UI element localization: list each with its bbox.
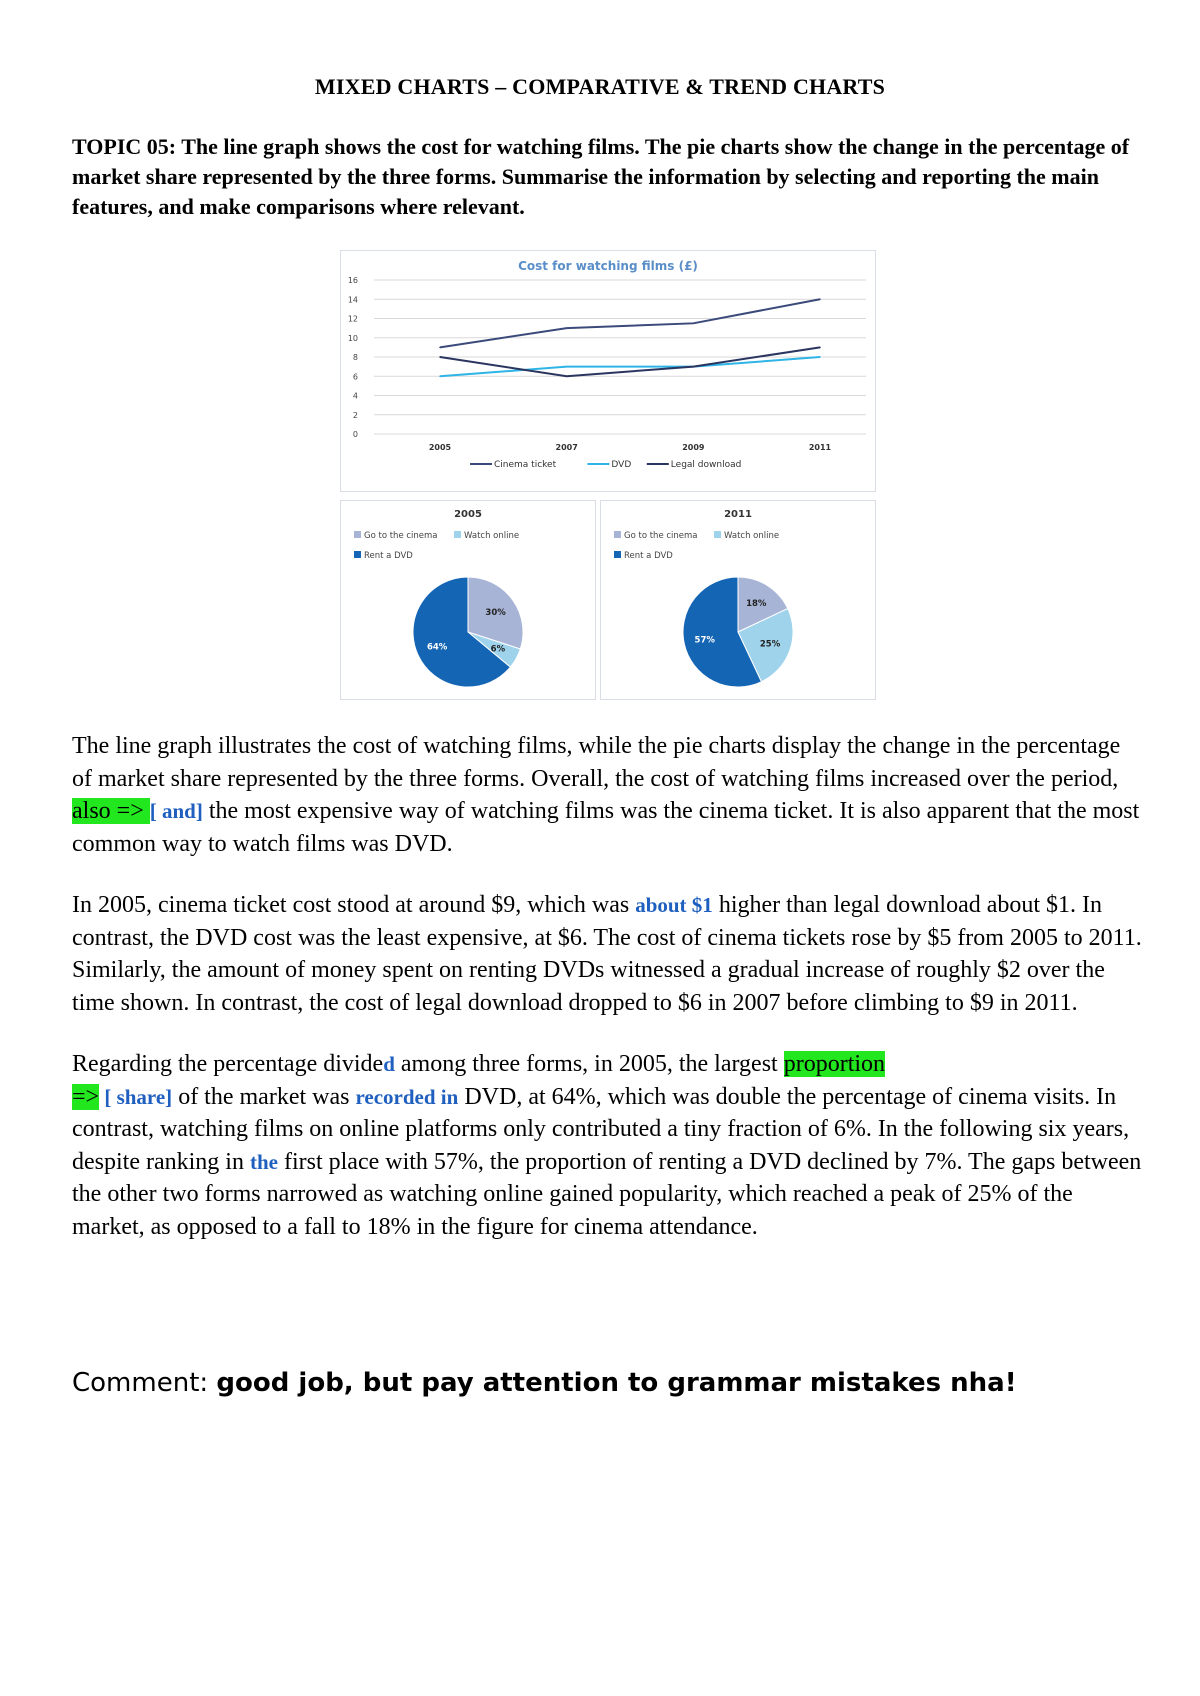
pie-data-label: 64%: [426, 642, 448, 653]
pie-data-label: 18%: [746, 599, 767, 610]
correction-text: recorded in: [355, 1084, 459, 1109]
y-tick-label: 8: [352, 353, 358, 362]
correction-text: about $1: [635, 893, 713, 917]
correction-text: [ share]: [99, 1084, 173, 1109]
line-chart-title: Cost for watching films (£): [518, 259, 698, 273]
highlighted-word: also: [72, 798, 117, 824]
text-run: In 2005, cinema ticket cost stood at around $9, which was: [72, 892, 636, 918]
y-tick-label: 14: [347, 295, 358, 305]
data-point: [439, 375, 441, 377]
essay-body: [72, 730, 1142, 1272]
x-tick-label: 2005: [428, 443, 452, 452]
text-run: higher than legal download about $1. In contrast, the DVD cost was the least expensive, at $6. The cost of cinema tickets rose by $5 from 2005 to 2011. Similarly, the amount of money spent on renting DVDs witnessed a gradual increase of roughly $2 over the time shown. In contrast, the cost of legal download dropped to $6 in 2007 before climbing to $9 in 2011.: [72, 892, 1142, 1016]
data-point: [819, 298, 821, 300]
pie-data-label: 30%: [485, 607, 506, 618]
data-point: [693, 366, 695, 368]
legend-swatch: [714, 531, 721, 538]
charts-figure: [340, 250, 876, 700]
y-tick-label: 10: [347, 333, 358, 343]
x-tick-label: 2009: [682, 443, 705, 452]
paragraph-3: [72, 1048, 1142, 1243]
page-heading: MIXED CHARTS – COMPARATIVE & TREND CHARTS: [314, 74, 886, 99]
pie-chart-2005: [340, 500, 596, 700]
y-tick-label: 2: [352, 410, 358, 420]
y-tick-label: 0: [352, 430, 358, 439]
correction-letter: d: [383, 1052, 395, 1076]
text-run: The line graph illustrates the cost of watching films, while the pie charts display the change in the percentage of market share represented by the three forms. Overall, the cost of watching films increased over the period,: [72, 733, 1121, 792]
pie-chart-2011: [600, 500, 876, 700]
correction-arrow: =>: [72, 1083, 100, 1110]
legend-swatch: [354, 531, 361, 538]
data-point: [439, 356, 441, 358]
legend-label: DVD: [611, 460, 632, 470]
y-tick-label: 6: [352, 372, 358, 382]
correction-text: the: [249, 1149, 278, 1174]
text-run: Regarding the percentage divide: [72, 1051, 384, 1077]
paragraph-2: [72, 889, 1142, 1019]
legend-swatch: [614, 531, 621, 538]
data-point: [566, 375, 568, 377]
teacher-comment: [72, 1368, 1017, 1398]
legend-label: Cinema ticket: [494, 460, 557, 470]
legend-swatch: [354, 551, 361, 558]
highlighted-word: proportion: [783, 1051, 886, 1077]
comment-text: good job, but pay attention to grammar mistakes nha!: [216, 1368, 1017, 1398]
x-tick-label: 2007: [555, 443, 578, 452]
y-tick-label: 16: [347, 276, 358, 285]
legend-label: Rent a DVD: [364, 551, 413, 561]
y-tick-label: 12: [347, 314, 358, 324]
x-tick-label: 2011: [808, 443, 832, 452]
pie-data-label: 57%: [694, 635, 715, 646]
comment-label: Comment:: [72, 1368, 217, 1398]
legend-label: Rent a DVD: [624, 551, 673, 561]
legend-label: Watch online: [464, 531, 520, 541]
text-run: first place with 57%, the proportion of renting a DVD declined by 7%. The gaps between the other two forms narrowed as watching online gained popularity, which reached a peak of 25% of the market, as opposed to a fall to 18% in the figure for cinema attendance.: [72, 1148, 1142, 1240]
paragraph-1: [72, 730, 1142, 860]
data-point: [693, 323, 695, 325]
data-point: [566, 366, 568, 368]
text-run: among three forms, in 2005, the largest: [394, 1051, 784, 1077]
text-run: of the market was: [172, 1083, 356, 1110]
text-run: DVD, at 64%, which was double the percentage of cinema visits. In contrast, watching films on online platforms only contributed a tiny fraction of 6%. In the following six years, despite ranking in: [72, 1083, 1130, 1175]
text-run: the most expensive way of watching films was the cinema ticket. It is also apparent that the most common way to watch films was DVD.: [72, 798, 1140, 857]
legend-swatch: [454, 531, 461, 538]
pie-title: 2011: [724, 509, 752, 520]
legend-label: Go to the cinema: [624, 531, 698, 541]
pie-title: 2005: [454, 509, 482, 520]
data-point: [819, 356, 821, 358]
data-point: [439, 347, 441, 349]
y-tick-label: 4: [352, 391, 358, 401]
data-point: [566, 327, 568, 329]
topic-prompt: TOPIC 05: The line graph shows the cost for watching films. The pie charts show the change in the percentage of market share represented by the three forms. Summarise the information by selecting and reporting the main features, and make comparisons where relevant.: [72, 134, 1130, 219]
legend-swatch: [614, 551, 621, 558]
data-point: [819, 347, 821, 349]
correction-arrow: =>: [116, 798, 150, 824]
line-chart: [340, 250, 876, 492]
pie-data-label: 25%: [759, 639, 781, 650]
legend-label: Go to the cinema: [364, 531, 438, 541]
legend-label: Legal download: [670, 460, 742, 470]
correction-text: [ and]: [149, 799, 203, 823]
legend-label: Watch online: [724, 531, 780, 541]
pie-data-label: 6%: [490, 644, 506, 655]
